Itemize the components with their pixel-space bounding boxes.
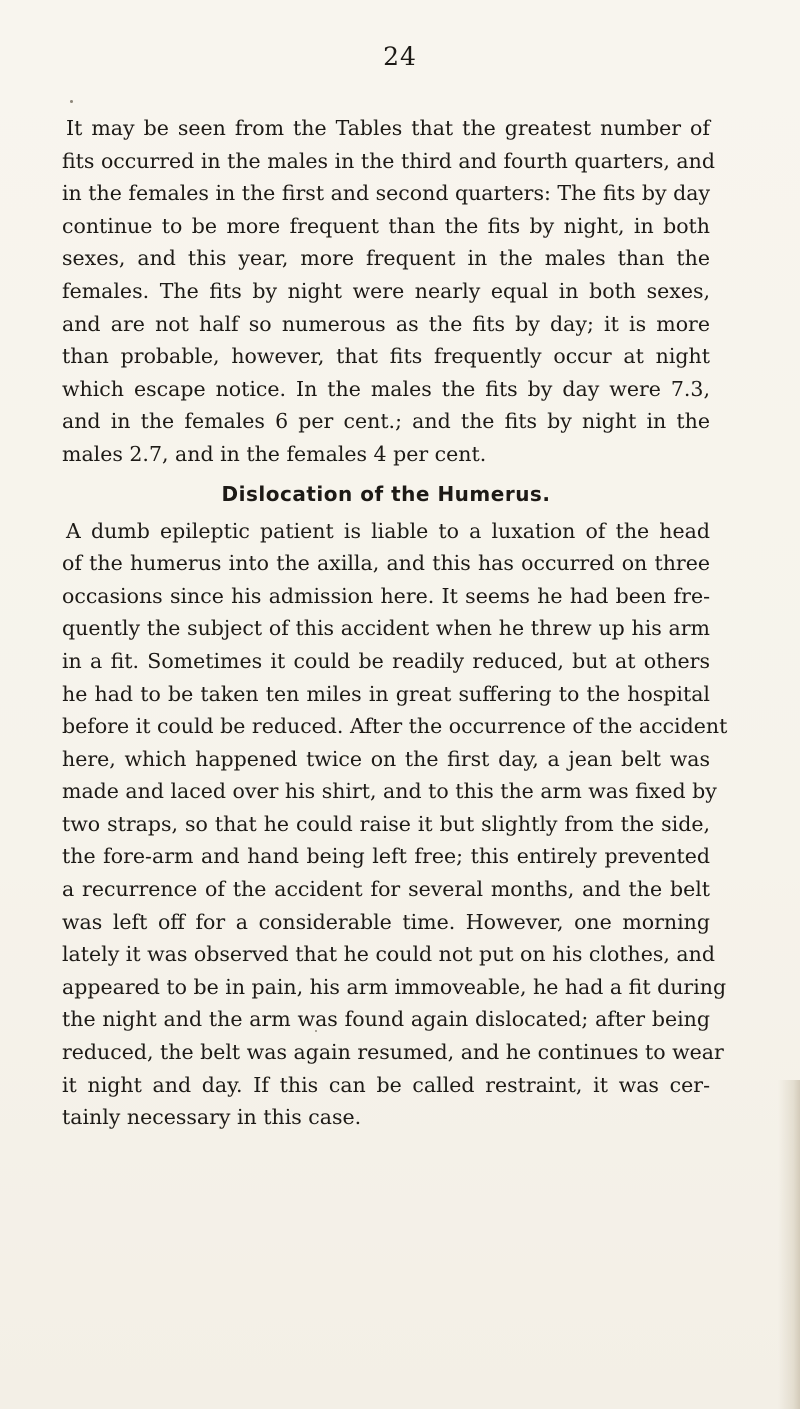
text-line: tainly necessary in this case. [62, 1105, 362, 1130]
text-line: and in the females 6 per cent.; and the fits by night in the [62, 409, 710, 434]
text-line: continue to be more frequent than the fits by night, in both [62, 213, 710, 238]
paragraph-dislocation [62, 515, 728, 1134]
text-line: A dumb epileptic patient is liable to a luxation of the head [66, 518, 710, 543]
text-line: made and laced over his shirt, and to this the arm was fixed by [62, 779, 717, 804]
text-line: occasions since his admission here. It seems he had been fre- [62, 583, 710, 608]
text-line: a recurrence of the accident for several months, and the belt [62, 877, 710, 902]
text-line: than probable, however, that fits frequently occur at night [62, 344, 710, 369]
text-line: fits occurred in the males in the third and fourth quarters, and [62, 148, 715, 173]
text-line: he had to be taken ten miles in great suffering to the hospital [62, 681, 710, 706]
body-text [62, 112, 728, 1134]
text-line: in a fit. Sometimes it could be readily reduced, but at others [62, 648, 710, 673]
text-line: before it could be reduced. After the occurrence of the accident [62, 714, 728, 739]
text-line: two straps, so that he could raise it but slightly from the side, [62, 811, 710, 836]
paragraph-fits-statistics [62, 112, 715, 471]
text-line: lately it was observed that he could not put on his clothes, and [62, 942, 715, 967]
page-edge-shadow [778, 1080, 800, 1409]
text-line: It may be seen from the Tables that the greatest number of [66, 116, 710, 140]
text-line: appeared to be in pain, his arm immoveable, he had a fit during [62, 974, 727, 999]
text-line: which escape notice. In the males the fits by day were 7.3, [62, 376, 710, 401]
text-line: quently the subject of this accident when he threw up his arm [62, 616, 710, 641]
text-line: it night and day. If this can be called restraint, it was cer- [62, 1072, 710, 1097]
text-line: was left off for a considerable time. However, one morning [62, 909, 710, 934]
text-line: here, which happened twice on the first day, a jean belt was [62, 746, 710, 771]
text-line: sexes, and this year, more frequent in the males than the [62, 246, 710, 271]
text-line: and are not half so numerous as the fits by day; it is more [62, 311, 710, 336]
text-line: the fore-arm and hand being left free; this entirely prevented [62, 844, 710, 869]
text-line: females. The fits by night were nearly equal in both sexes, [62, 278, 710, 303]
section-heading: Dislocation of the Humerus. [221, 481, 551, 506]
text-line: reduced, the belt was again resumed, and he continues to wear [62, 1040, 724, 1065]
text-line: males 2.7, and in the females 4 per cent. [62, 441, 487, 466]
text-line: the night and the arm was found again dislocated; after being [62, 1007, 710, 1032]
text-line: of the humerus into the axilla, and this has occurred on three [62, 551, 710, 576]
text-line: in the females in the first and second quarters: The fits by day [62, 181, 711, 206]
page-number: 24 [383, 42, 417, 71]
ink-speck [70, 100, 73, 103]
